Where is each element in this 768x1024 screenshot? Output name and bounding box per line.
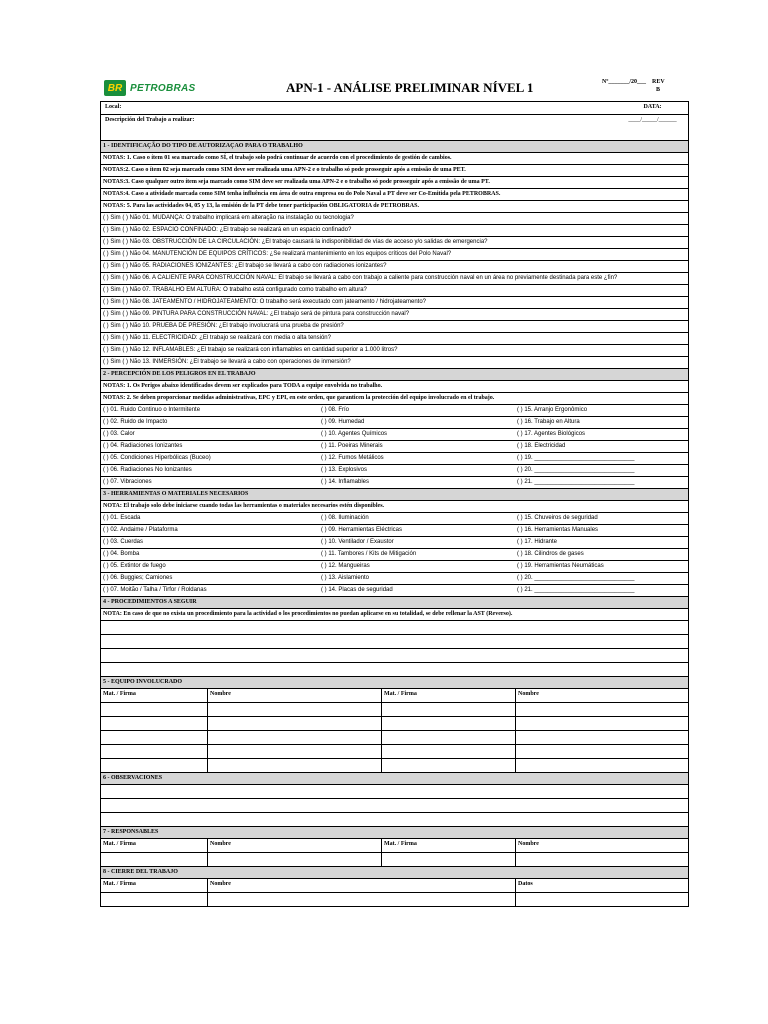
team-cell[interactable] (101, 717, 208, 730)
section-1-title: 1 - IDENTIFICAÇÃO DO TIPO DE AUTORIZAÇAO PARA O TRABALHO (101, 141, 688, 153)
tool-checkbox-item[interactable]: ( ) 09. Herramientas Eléctricas (321, 527, 403, 533)
section-4-note: NOTA: En caso de que no exista un procedimiento para la actividad o los procedimientos no puedan aplicarse en su totalidad, se debe rellenar la AST (Reverso). (101, 609, 688, 621)
team-row[interactable] (101, 717, 688, 731)
tool-checkbox-item[interactable]: ( ) 05. Extintor de fuego (103, 563, 166, 569)
team-cell[interactable] (516, 717, 686, 730)
section-5-title: 5 - EQUIPO INVOLUCRADO (101, 677, 688, 689)
hazard-row (101, 477, 688, 489)
hazard-checkbox-item[interactable]: ( ) 15. Arranjo Ergonômico (517, 407, 588, 413)
hazard-checkbox-item[interactable]: ( ) 18. Electricidad (517, 443, 566, 449)
authorization-item[interactable]: ( ) Sim ( ) Não 09. PINTURA PARA CONSTRUCCIÓN NAVAL: ¿El trabajo será de pintura para construcción naval? (101, 309, 688, 321)
hazard-checkbox-item[interactable]: ( ) 17. Agentes Biológicos (517, 431, 586, 437)
hazard-checkbox-item[interactable]: ( ) 01. Ruido Continuo o Intermitente (103, 407, 201, 413)
hazard-checkbox-item[interactable]: ( ) 03. Calor (103, 431, 135, 437)
team-cell[interactable] (208, 731, 382, 744)
responsible-header-cell: Nombre (208, 839, 382, 852)
hazard-row (101, 441, 688, 453)
hazard-row (101, 429, 688, 441)
team-cell[interactable] (101, 731, 208, 744)
tool-row (101, 537, 688, 549)
section-4-title: 4 - PROCEDIMIENTOS A SEGUIR (101, 597, 688, 609)
tool-row (101, 525, 688, 537)
team-row[interactable] (101, 745, 688, 759)
form-title: APN-1 - ANÁLISE PRELIMINAR NÍVEL 1 (286, 80, 534, 95)
procedure-line[interactable] (101, 621, 688, 635)
team-cell[interactable] (101, 745, 208, 758)
responsible-header-cell: Mat. / Firma (382, 839, 516, 852)
hazard-checkbox-item[interactable]: ( ) 16. Trabajo en Altura (517, 419, 580, 425)
petrobras-logo (104, 78, 214, 98)
authorization-item[interactable]: ( ) Sim ( ) Não 03. OBSTRUCCIÓN DE LA CIRCULACIÓN: ¿El trabajo causará la indisponibilidad de vías de acceso y/o salidas de emergencia? (101, 237, 688, 249)
team-header-cell: Nombre (208, 689, 382, 702)
team-row[interactable] (101, 731, 688, 745)
responsible-cell[interactable] (208, 853, 382, 866)
tool-row (101, 573, 688, 585)
hazard-row (101, 405, 688, 417)
responsible-cell[interactable] (516, 853, 686, 866)
authorization-item[interactable]: ( ) Sim ( ) Não 05. RADIACIONES IONIZANTES: ¿El trabajo se llevará a cabo con radiaciones ionizantes? (101, 261, 688, 273)
responsible-header-row (101, 839, 688, 853)
date-field[interactable]: ____/_____/______ (628, 117, 677, 123)
team-header-cell: Nombre (518, 691, 539, 697)
tool-checkbox-item[interactable]: ( ) 06. Buggies; Camiones (103, 575, 173, 581)
team-cell[interactable] (101, 703, 208, 716)
date-label: DATA: (643, 104, 662, 110)
tool-row (101, 561, 688, 573)
team-rows (101, 703, 688, 773)
closure-cell[interactable] (516, 893, 686, 906)
hazard-checkbox-item[interactable]: ( ) 04. Radiaciones Ionizantes (103, 443, 183, 449)
tool-checkbox-item[interactable]: ( ) 11. Tambores / Kits de Mitigación (321, 551, 417, 557)
hazard-checkbox-item[interactable]: ( ) 19. ______________________________ (517, 455, 635, 461)
document-number-field[interactable]: Nº_______/20___ REV B (602, 79, 665, 93)
section-1-note: NOTAS:2. Caso o ítem 02 seja marcado como SIM deve ser realizada uma APN-2 e o trabalho só pode prosseguir após a emissão de uma PET. (101, 165, 688, 177)
tool-checkbox-item[interactable]: ( ) 18. Cilindros de gases (517, 551, 584, 557)
hazard-checkbox-item[interactable]: ( ) 08. Frío (321, 407, 350, 413)
tool-checkbox-item[interactable]: ( ) 20. ______________________________ (517, 575, 635, 581)
br-logo-icon: BR (104, 80, 126, 96)
section-1-note: NOTAS: 1. Caso o ítem 01 sea marcado como SÍ, el trabajo solo podrá continuar de acuerdo con el procedimiento de gestión de cambios. (101, 153, 688, 165)
section-7-title: 7 - RESPONSABLES (101, 827, 688, 839)
tool-checkbox-item[interactable]: ( ) 02. Andaime / Plataforma (103, 527, 178, 533)
team-cell[interactable] (208, 745, 382, 758)
closure-header-cell: Mat. / Firma (101, 879, 208, 892)
tool-checkbox-item[interactable]: ( ) 01. Escada (103, 515, 141, 521)
section-1-note: NOTAS:3. Caso qualquer outro ítem seja marcado como SIM deve ser realizada uma APN-2 e o trabalho só pode prosseguir após a emissão de uma PT. (101, 177, 688, 189)
hazard-checkbox-item[interactable]: ( ) 12. Fumos Metálicos (321, 455, 384, 461)
responsible-cell[interactable] (101, 853, 208, 866)
procedure-line[interactable] (101, 649, 688, 663)
team-cell[interactable] (382, 703, 516, 716)
tool-checkbox-item[interactable]: ( ) 21. ______________________________ (517, 587, 635, 593)
apn-form (100, 101, 689, 907)
observation-line[interactable] (101, 813, 688, 827)
team-cell[interactable] (516, 731, 686, 744)
hazard-checkbox-item[interactable]: ( ) 09. Humedad (321, 419, 365, 425)
tool-checkbox-item[interactable]: ( ) 13. Aislamiento (321, 575, 370, 581)
section-6-title: 6 - OBSERVACIONES (101, 773, 688, 785)
tool-checkbox-item[interactable]: ( ) 07. Moitão / Talha / Tirfor / Roldanas (103, 587, 207, 593)
tool-checkbox-item[interactable]: ( ) 03. Cuerdas (103, 539, 144, 545)
tool-checkbox-item[interactable]: ( ) 04. Bomba (103, 551, 140, 557)
observation-line[interactable] (101, 785, 688, 799)
authorization-item[interactable]: ( ) Sim ( ) Não 08. JATEAMENTO / HIDROJATEAMENTO: O trabalho será executado com jateamento / hidrojateamento? (101, 297, 688, 309)
local-row (101, 102, 688, 115)
hazard-checkbox-item[interactable]: ( ) 05. Condiciones Hiperbólicas (Buceo) (103, 455, 211, 461)
section-2 (101, 381, 688, 489)
responsible-row[interactable] (101, 853, 688, 867)
section-2-title: 2 - PERCEPCIÓN DE LOS PELIGROS EN EL TRABAJO (101, 369, 688, 381)
tool-checkbox-item[interactable]: ( ) 14. Placas de seguridad (321, 587, 393, 593)
authorization-item[interactable]: ( ) Sim ( ) Não 06. A CALIENTE PARA CONSTRUCCIÓN NAVAL: El trabajo se llevará a cabo con trabajo a caliente para construcción naval en un área no previamente destinada para este ¿fin? (101, 273, 688, 285)
hazard-row (101, 417, 688, 429)
team-row[interactable] (101, 703, 688, 717)
description-row (101, 115, 688, 141)
tool-checkbox-item[interactable]: ( ) 15. Chuveiros de seguridad (517, 515, 598, 521)
closure-cell[interactable] (101, 893, 208, 906)
hazard-checkbox-item[interactable]: ( ) 20. ______________________________ (517, 467, 635, 473)
closure-header-cell: Datos (518, 881, 533, 887)
tool-checkbox-item[interactable]: ( ) 19. Herramientas Neumáticas (517, 563, 604, 569)
hazard-checkbox-item[interactable]: ( ) 13. Explosivos (321, 467, 368, 473)
hazard-checkbox-item[interactable]: ( ) 07. Vibraciones (103, 479, 152, 485)
tool-checkbox-item[interactable]: ( ) 12. Mangueiras (321, 563, 370, 569)
tool-row (101, 513, 688, 525)
section-8-title: 8 - CIERRE DEL TRABAJO (101, 867, 688, 879)
procedure-line[interactable] (101, 635, 688, 649)
closure-cell[interactable] (208, 893, 516, 906)
form-header (100, 76, 690, 100)
tool-checkbox-item[interactable]: ( ) 17. Hidrante (517, 539, 558, 545)
team-header-cell: Mat. / Firma (382, 689, 516, 702)
team-header-row (101, 689, 688, 703)
section-1-note: NOTAS: 5. Para las actividades 04, 05 y 13, la emisión de la PT debe tener participación OBLIGATORIA de PETROBRAS. (101, 201, 688, 213)
team-cell[interactable] (516, 759, 686, 772)
hazard-checkbox-item[interactable]: ( ) 06. Radiaciones No Ionizantes (103, 467, 192, 473)
authorization-item[interactable]: ( ) Sim ( ) Não 11. ELECTRICIDAD: ¿El trabajo se realizará con media o alta tensión? (101, 333, 688, 345)
section-1 (101, 153, 688, 369)
closure-row[interactable] (101, 893, 688, 907)
section-1-note: NOTAS:4. Caso a atividade marcada como SIM tenha influência em área de outra empresa ou do Polo Naval a PT deve ser Co-Emitida pela PETROBRAS. (101, 189, 688, 201)
authorization-item[interactable]: ( ) Sim ( ) Não 12. INFLAMABLES: ¿El trabajo se realizará con inflamables en cantidad superior a 1.000 litros? (101, 345, 688, 357)
authorization-item[interactable]: ( ) Sim ( ) Não 07. TRABALHO EM ALTURA: O trabalho está configurado como trabalho em altura? (101, 285, 688, 297)
team-cell[interactable] (382, 717, 516, 730)
section-3-title: 3 - HERRAMIENTAS O MATERIALES NECESARIOS (101, 489, 688, 501)
hazard-checkbox-item[interactable]: ( ) 02. Ruido de Impacto (103, 419, 168, 425)
team-row[interactable] (101, 759, 688, 773)
team-header-cell: Mat. / Firma (101, 689, 208, 702)
tool-note: NOTA: El trabajo solo debe iniciarse cuando todas las herramientas o materiales necesarios estén disponibles. (101, 501, 688, 513)
hazard-checkbox-item[interactable]: ( ) 10. Agentes Químicos (321, 431, 388, 437)
tool-checkbox-item[interactable]: ( ) 10. Ventilador / Exaustor (321, 539, 394, 545)
team-cell[interactable] (382, 731, 516, 744)
observation-line[interactable] (101, 799, 688, 813)
tool-row (101, 549, 688, 561)
responsible-header-cell: Nombre (518, 841, 539, 847)
team-cell[interactable] (208, 717, 382, 730)
hazard-row (101, 453, 688, 465)
authorization-item[interactable]: ( ) Sim ( ) Não 13. INMERSIÓN: ¿El trabajo se llevará a cabo con operaciones de inmersión? (101, 357, 688, 369)
team-cell[interactable] (208, 759, 382, 772)
authorization-item[interactable]: ( ) Sim ( ) Não 02. ESPACIO CONFINADO: ¿El trabajo se realizará en un espacio confinado? (101, 225, 688, 237)
team-cell[interactable] (208, 703, 382, 716)
brand-name: PETROBRAS (130, 82, 196, 94)
hazard-note: NOTAS: 2. Se deben proporcionar medidas administrativas, EPC y EPI, en este orden, que garanticen la protección del equipo involucrado en el trabajo. (101, 393, 688, 405)
authorization-item[interactable]: ( ) Sim ( ) Não 04. MANUTENCIÓN DE EQUIPOS CRÍTICOS: ¿Se realizará mantenimiento en los equipos críticos del Polo Naval? (101, 249, 688, 261)
tool-checkbox-item[interactable]: ( ) 16. Herramientas Manuales (517, 527, 599, 533)
team-cell[interactable] (516, 745, 686, 758)
team-cell[interactable] (382, 745, 516, 758)
section-3 (101, 501, 688, 597)
team-cell[interactable] (516, 703, 686, 716)
team-cell[interactable] (382, 759, 516, 772)
closure-header-cell: Nombre (208, 879, 516, 892)
local-field[interactable]: Local: (105, 104, 122, 110)
team-cell[interactable] (101, 759, 208, 772)
hazard-checkbox-item[interactable]: ( ) 11. Poeiras Minerais (321, 443, 383, 449)
hazard-row (101, 465, 688, 477)
procedure-line[interactable] (101, 663, 688, 677)
responsible-header-cell: Mat. / Firma (101, 839, 208, 852)
tool-row (101, 585, 688, 597)
hazard-note: NOTAS: 1. Os Perigos abaixo identificados devem ser explicados para TODA a equipe envolvida no trabalho. (101, 381, 688, 393)
hazard-checkbox-item[interactable]: ( ) 14. Inflamables (321, 479, 370, 485)
closure-header-row (101, 879, 688, 893)
tool-checkbox-item[interactable]: ( ) 08. Iluminación (321, 515, 369, 521)
responsible-cell[interactable] (382, 853, 516, 866)
authorization-item[interactable]: ( ) Sim ( ) Não 10. PRUEBA DE PRESIÓN: ¿El trabajo involucrará una prueba de presión? (101, 321, 688, 333)
authorization-item[interactable]: ( ) Sim ( ) Não 01. MUDANÇA: O trabalho implicará em alteração na instalação ou tecnologia? (101, 213, 688, 225)
hazard-checkbox-item[interactable]: ( ) 21. ______________________________ (517, 479, 635, 485)
description-field[interactable]: Descripción del Trabajo a realizar: (105, 117, 195, 123)
